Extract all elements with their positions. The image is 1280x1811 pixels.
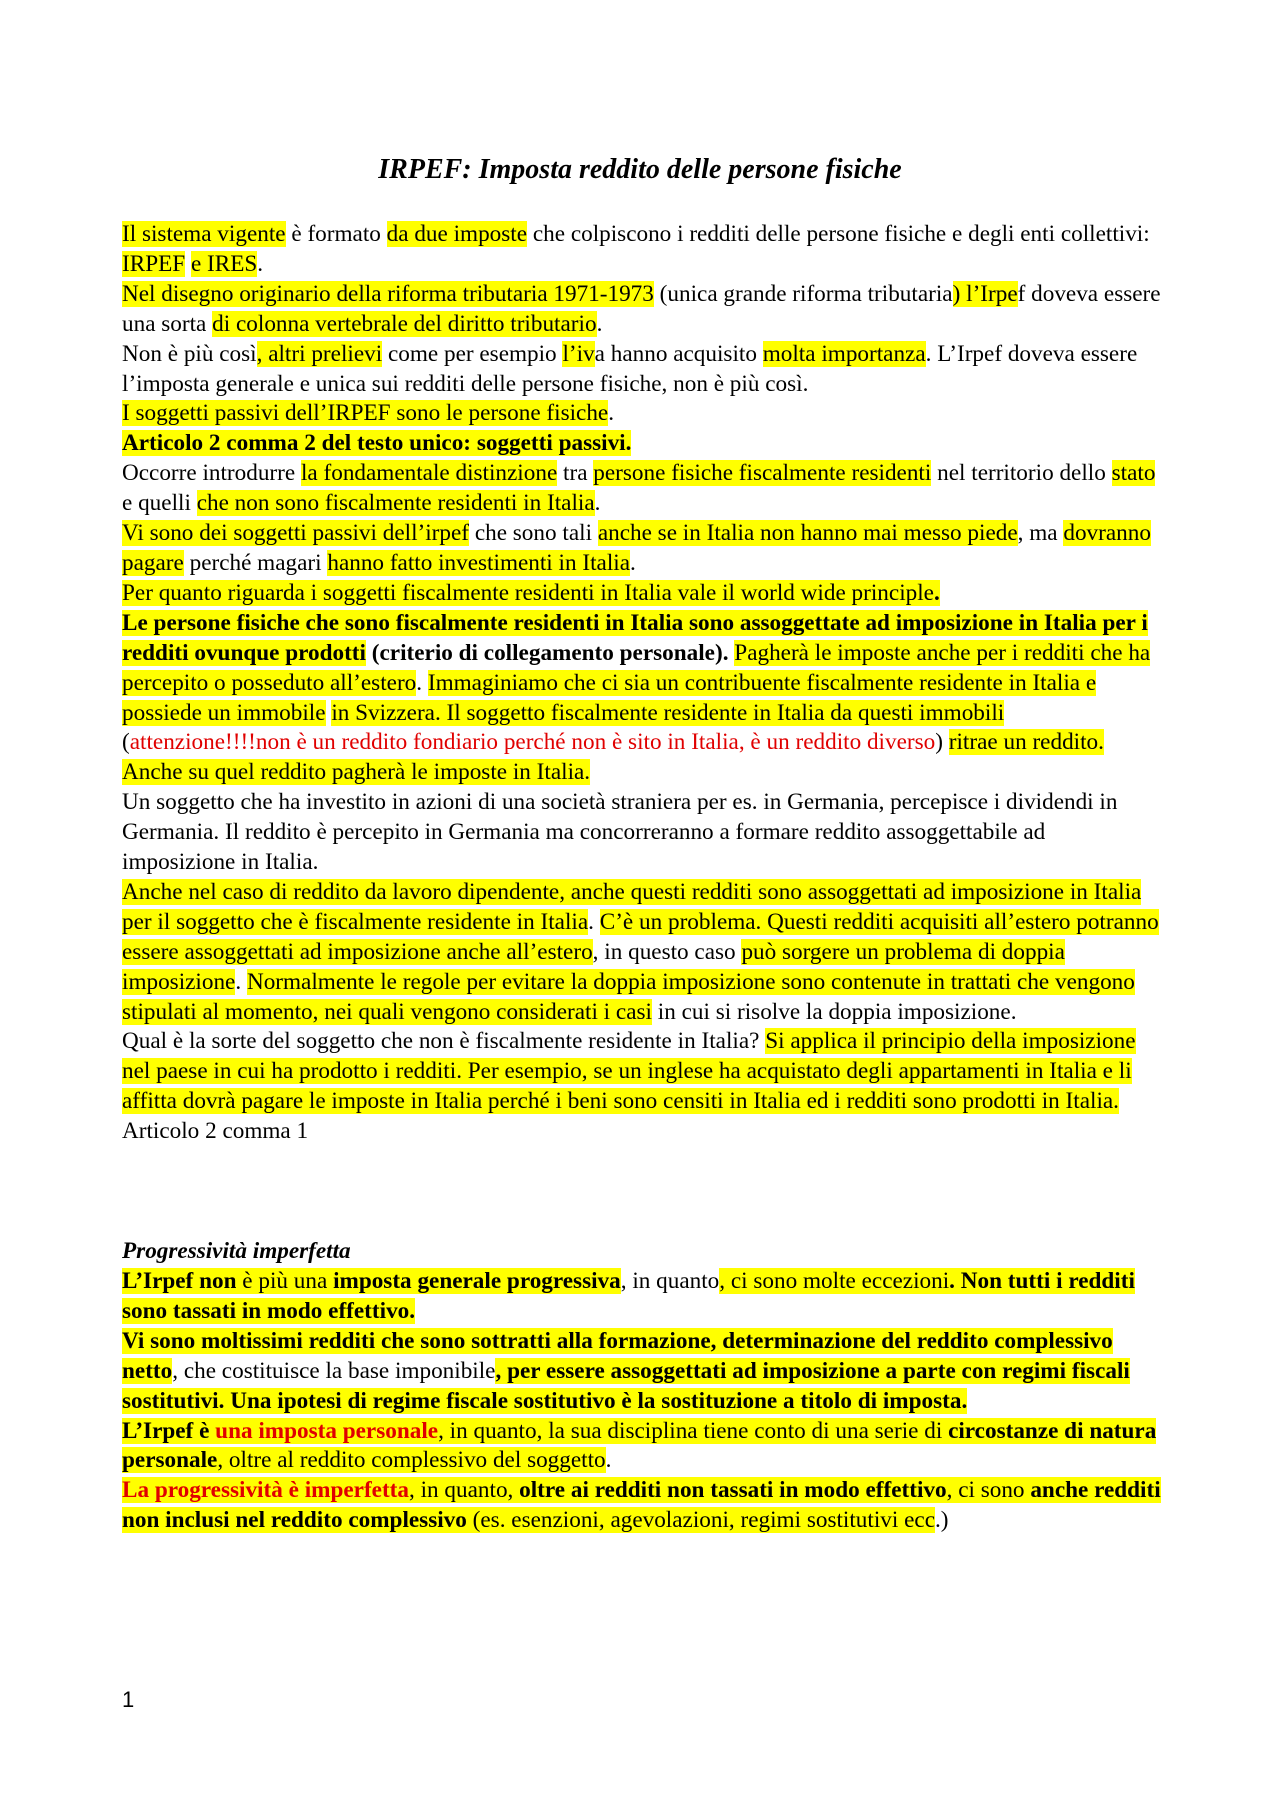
- paragraph-p4: [122, 399, 1162, 429]
- text-run: Articolo 2 comma 1: [122, 1118, 309, 1145]
- text-run: , in quanto,: [409, 1477, 520, 1504]
- text-run: .: [596, 310, 603, 337]
- text-run: Non è più così: [122, 340, 257, 367]
- text-run: I soggetti passivi dell’IRPEF sono le persone fisiche: [122, 400, 609, 427]
- paragraph-p11: [122, 878, 1162, 1028]
- text-run: perché magari: [183, 549, 328, 576]
- text-run: molta importanza: [762, 340, 926, 367]
- paragraph-p17: [122, 1417, 1162, 1477]
- paragraph-p5: [122, 429, 1162, 459]
- text-run: .: [630, 549, 636, 576]
- document-title: IRPEF: Imposta reddito delle persone fisiche: [378, 154, 902, 185]
- text-run: Nel disegno originario della riforma tributaria 1971-1973: [122, 280, 654, 307]
- paragraph-p18: [122, 1476, 1162, 1536]
- text-run: tra: [557, 460, 594, 487]
- text-run: stato: [1111, 460, 1156, 487]
- text-run: anche redditi non inclusi nel reddito complessivo: [122, 1477, 1161, 1534]
- text-run: .: [416, 669, 428, 696]
- text-run: Vi sono moltissimi redditi che sono sottratti alla formazione, determinazione del reddito complessivo netto: [122, 1327, 1113, 1384]
- document-body: [122, 220, 1162, 1536]
- text-run: e IRES: [190, 250, 258, 277]
- text-run: (unica grande riforma tributaria: [653, 280, 953, 307]
- text-run: C’è un problema. Questi redditi acquisiti all’estero potranno essere assoggettati ad imposizione anche all’estero: [122, 908, 1159, 965]
- text-run: Progressività imperfetta: [122, 1238, 351, 1265]
- paragraph-p8: [122, 579, 1162, 609]
- paragraph-p1: [122, 220, 1162, 280]
- text-run: Pagherà le imposte anche per i redditi che ha percepito o posseduto all’estero: [122, 639, 1151, 696]
- page-number: 1: [122, 1687, 135, 1712]
- text-run: Un soggetto che ha investito in azioni di una società straniera per es. in Germania, percepisce i dividendi in Germania. Il reddito è percepito in Germania ma concorreranno a formare reddito assoggettabile ad imposizione in Italia.: [122, 789, 1118, 876]
- text-run: in Svizzera. Il soggetto fiscalmente residente in Italia da questi immobili: [331, 699, 1005, 726]
- paragraph-spacer: [122, 1147, 1162, 1237]
- text-run: ecc: [904, 1507, 935, 1534]
- text-run: e quelli: [122, 490, 197, 517]
- text-run: f doveva essere una sorta: [122, 280, 1161, 337]
- text-run: che sono tali: [469, 520, 598, 547]
- text-run: di colonna vertebrale del diritto tributario: [212, 310, 597, 337]
- text-run: Anche nel caso di reddito da lavoro dipendente, anche questi redditi sono assoggettati ad imposizione in Italia per il soggetto che è fiscalmente residente in Italia: [122, 878, 1142, 935]
- text-run: , in questo caso: [592, 938, 742, 965]
- text-run: (: [122, 729, 130, 756]
- text-run: , ci sono molte eccezioni: [719, 1268, 950, 1294]
- paragraph-p2: [122, 280, 1162, 340]
- text-run: hanno fatto investimenti in Italia: [327, 549, 631, 576]
- text-run: .: [605, 1447, 612, 1474]
- text-run: .: [588, 908, 600, 935]
- text-run: (criterio di collegamento personale).: [365, 639, 729, 666]
- paragraph-p7: [122, 519, 1162, 579]
- text-run: Per quanto riguarda i soggetti fiscalmente residenti in Italia vale il world wide principle: [122, 579, 934, 606]
- text-run: .: [257, 250, 264, 277]
- text-run: una imposta personale: [215, 1417, 439, 1444]
- text-run: , che costituisce la base imponibile: [172, 1357, 496, 1384]
- paragraph-p12: [122, 1027, 1162, 1117]
- text-run: Qual è la sorte del soggetto che non è fiscalmente residente in Italia?: [122, 1028, 766, 1055]
- text-run: persone fisiche fiscalmente residenti: [593, 460, 932, 487]
- text-run: la fondamentale distinzione: [300, 460, 558, 487]
- text-run: circostanze di natura personale: [122, 1417, 1157, 1474]
- text-run: come per esempio: [382, 340, 563, 367]
- text-run: , ci sono: [946, 1477, 1031, 1504]
- paragraph-p15: [122, 1267, 1162, 1327]
- text-run: Il sistema vigente: [122, 221, 286, 247]
- text-run: è formato: [285, 221, 387, 247]
- text-run: Articolo 2 comma 2 del testo unico: soggetti passivi.: [122, 430, 632, 457]
- text-run: Si applica il principio della imposizione nel paese in cui ha prodotto i redditi. Per esempio, se un inglese ha acquistato degli appartamenti in Italia e li affitta dovrà pagare le imposte in Italia perché i beni sono censiti in Italia ed i redditi sono prodotti in Italia.: [122, 1028, 1136, 1115]
- text-run: nel territorio dello: [931, 460, 1112, 487]
- text-run: ritrae un reddito. Anche su quel reddito pagherà le imposte in Italia.: [122, 729, 1104, 786]
- paragraph-p9: [122, 609, 1162, 788]
- paragraph-p13: [122, 1117, 1162, 1147]
- text-run: imposta generale progressiva: [333, 1268, 621, 1294]
- text-run: , per essere assoggettati ad imposizione a parte con regimi fiscali sostitutivi. Una ipotesi di regime fiscale sostitutivo è la sostituzione a titolo di imposta.: [122, 1357, 1130, 1414]
- text-run: .): [935, 1507, 949, 1534]
- text-run: anche se in Italia non hanno mai messo piede: [597, 520, 1018, 547]
- text-run: La progressività è imperfetta: [122, 1477, 409, 1504]
- text-run: dovranno pagare: [122, 520, 1151, 576]
- text-run: a hanno acquisito: [594, 340, 763, 367]
- text-run: , altri prelievi: [256, 340, 383, 367]
- text-run: (es. esenzioni, agevolazioni, regimi sostitutivi: [466, 1507, 905, 1534]
- text-run: Normalmente le regole per evitare la doppia imposizione sono contenute in trattati che vengono stipulati al momento, nei quali vengono considerati i casi: [122, 968, 1135, 1025]
- text-run: , oltre al reddito complessivo del soggetto: [217, 1447, 606, 1474]
- paragraph-p3: [122, 340, 1162, 400]
- text-run: IRPEF: [122, 250, 186, 277]
- paragraph-p6: [122, 459, 1162, 519]
- text-run: ): [935, 729, 949, 756]
- text-run: , in quanto: [620, 1268, 720, 1294]
- text-run: .: [235, 968, 247, 995]
- text-run: può sorgere un problema di doppia imposizione: [122, 938, 1065, 995]
- text-run: .: [933, 579, 940, 606]
- text-run: Le persone fisiche che sono fiscalmente residenti in Italia sono assoggettate ad imposizione in Italia per i redditi ovunque prodotti: [122, 609, 1148, 666]
- text-run: oltre ai redditi non tassati in modo effettivo: [519, 1477, 947, 1504]
- paragraph-p10: [122, 788, 1162, 878]
- text-run: , ma: [1017, 520, 1064, 547]
- text-run: . Non tutti i redditi sono tassati in modo effettivo.: [122, 1268, 1135, 1324]
- text-run: , in quanto, la sua disciplina tiene conto di una serie di: [438, 1417, 949, 1444]
- text-run: che colpiscono i redditi delle persone fisiche e degli enti collettivi:: [527, 221, 1150, 247]
- text-run: . L’Irpef doveva essere l’imposta generale e unica sui redditi delle persone fisiche, non è più così.: [122, 340, 1138, 397]
- text-run: che non sono fiscalmente residenti in Italia: [196, 490, 595, 517]
- text-run: .: [608, 400, 615, 427]
- text-run: attenzione!!!!non è un reddito fondiario perché non è sito in Italia, è un reddito diverso: [129, 729, 936, 756]
- text-run: in cui si risolve la doppia imposizione.: [651, 998, 1017, 1025]
- text-run: da due imposte: [386, 221, 528, 247]
- text-run: .: [594, 490, 601, 517]
- text-run: l’iv: [562, 340, 595, 367]
- text-run: è più una: [236, 1268, 334, 1294]
- text-run: Immaginiamo che ci sia un contribuente fiscalmente residente in Italia e possiede un immobile: [122, 669, 1097, 726]
- text-run: L’Irpef è: [122, 1417, 216, 1444]
- text-run: L’Irpef non: [122, 1268, 237, 1294]
- text-run: Vi sono dei soggetti passivi dell’irpef: [122, 520, 470, 547]
- text-run: Occorre introdurre: [122, 460, 301, 487]
- text-run: ) l’Irpe: [952, 280, 1018, 307]
- paragraph-p14: [122, 1237, 1162, 1267]
- paragraph-p16: [122, 1327, 1162, 1417]
